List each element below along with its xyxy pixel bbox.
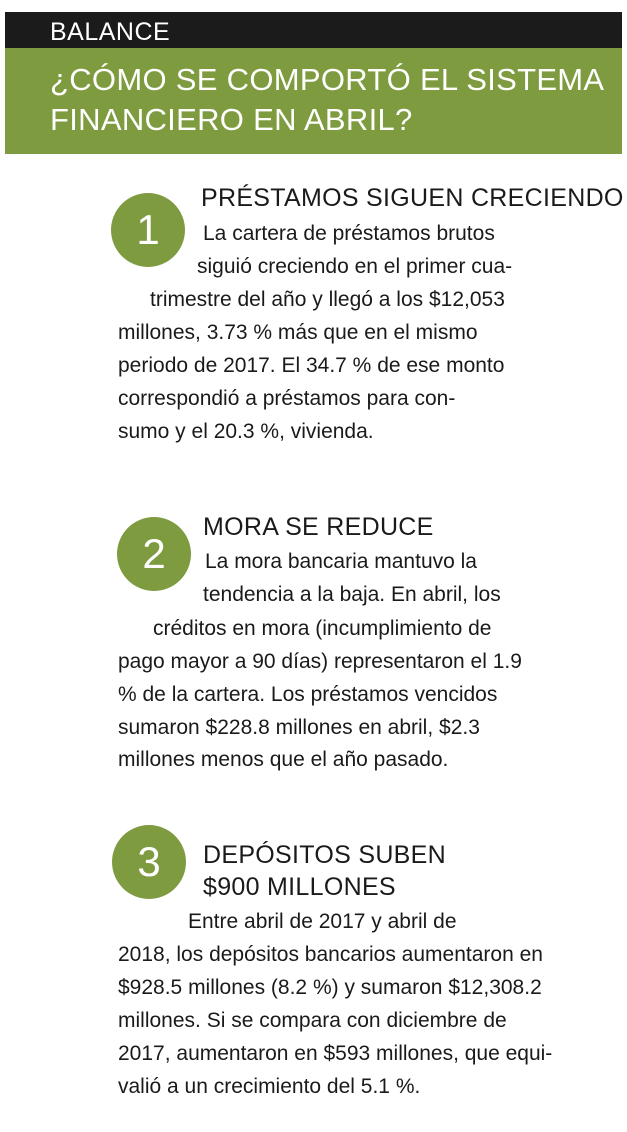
item-body-line: millones. Si se compara con diciembre de (118, 1009, 507, 1032)
item-body-line: 2018, los depósitos bancarios aumentaron en (118, 943, 543, 966)
item-body-line: créditos en mora (incumplimiento de (153, 617, 492, 640)
item-body-line: Entre abril de 2017 y abril de (188, 910, 457, 933)
item-body-line: millones menos que el año pasado. (118, 748, 449, 771)
item-heading-line-1: DEPÓSITOS SUBEN (203, 841, 446, 869)
page-title-line-2: FINANCIERO EN ABRIL? (50, 102, 413, 137)
item-body-line: valió a un crecimiento del 5.1 %. (118, 1075, 421, 1098)
page-title (50, 60, 620, 140)
item-body-line: pago mayor a 90 días) representaron el 1.9 (118, 650, 522, 673)
item-number-badge: 2 (117, 517, 191, 591)
item-body-line: % de la cartera. Los préstamos vencidos (118, 683, 498, 706)
item-body-line: 2017, aumentaron en $593 millones, que equi- (118, 1042, 553, 1065)
item-number-badge: 3 (112, 825, 186, 899)
item-body-line: periodo de 2017. El 34.7 % de ese monto (118, 354, 505, 377)
section-label: BALANCE (50, 18, 171, 46)
item-number-badge: 1 (111, 193, 185, 267)
item-body-line: siguió creciendo en el primer cua- (197, 255, 513, 278)
item-body-line: sumo y el 20.3 %, vivienda. (118, 420, 374, 443)
item-body-line: tendencia a la baja. En abril, los (203, 583, 501, 606)
title-banner (5, 48, 622, 154)
section-label-bar (5, 12, 622, 48)
item-heading: PRÉSTAMOS SIGUEN CRECIENDO (201, 184, 624, 212)
item-body-line: sumaron $228.8 millones en abril, $2.3 (118, 716, 480, 739)
item-body-line: correspondió a préstamos para con- (118, 387, 456, 410)
item-body-line: millones, 3.73 % más que en el mismo (118, 321, 478, 344)
item-body-line: trimestre del año y llegó a los $12,053 (150, 288, 505, 311)
page-title-line-1: ¿CÓMO SE COMPORTÓ EL SISTEMA (50, 62, 605, 97)
item-body-line: $928.5 millones (8.2 %) y sumaron $12,308.2 (118, 976, 542, 999)
item-body-line: La cartera de préstamos brutos (203, 222, 495, 245)
item-heading-line-2: $900 MILLONES (203, 873, 396, 901)
item-body-line: La mora bancaria mantuvo la (205, 550, 477, 573)
item-heading: MORA SE REDUCE (203, 513, 434, 541)
